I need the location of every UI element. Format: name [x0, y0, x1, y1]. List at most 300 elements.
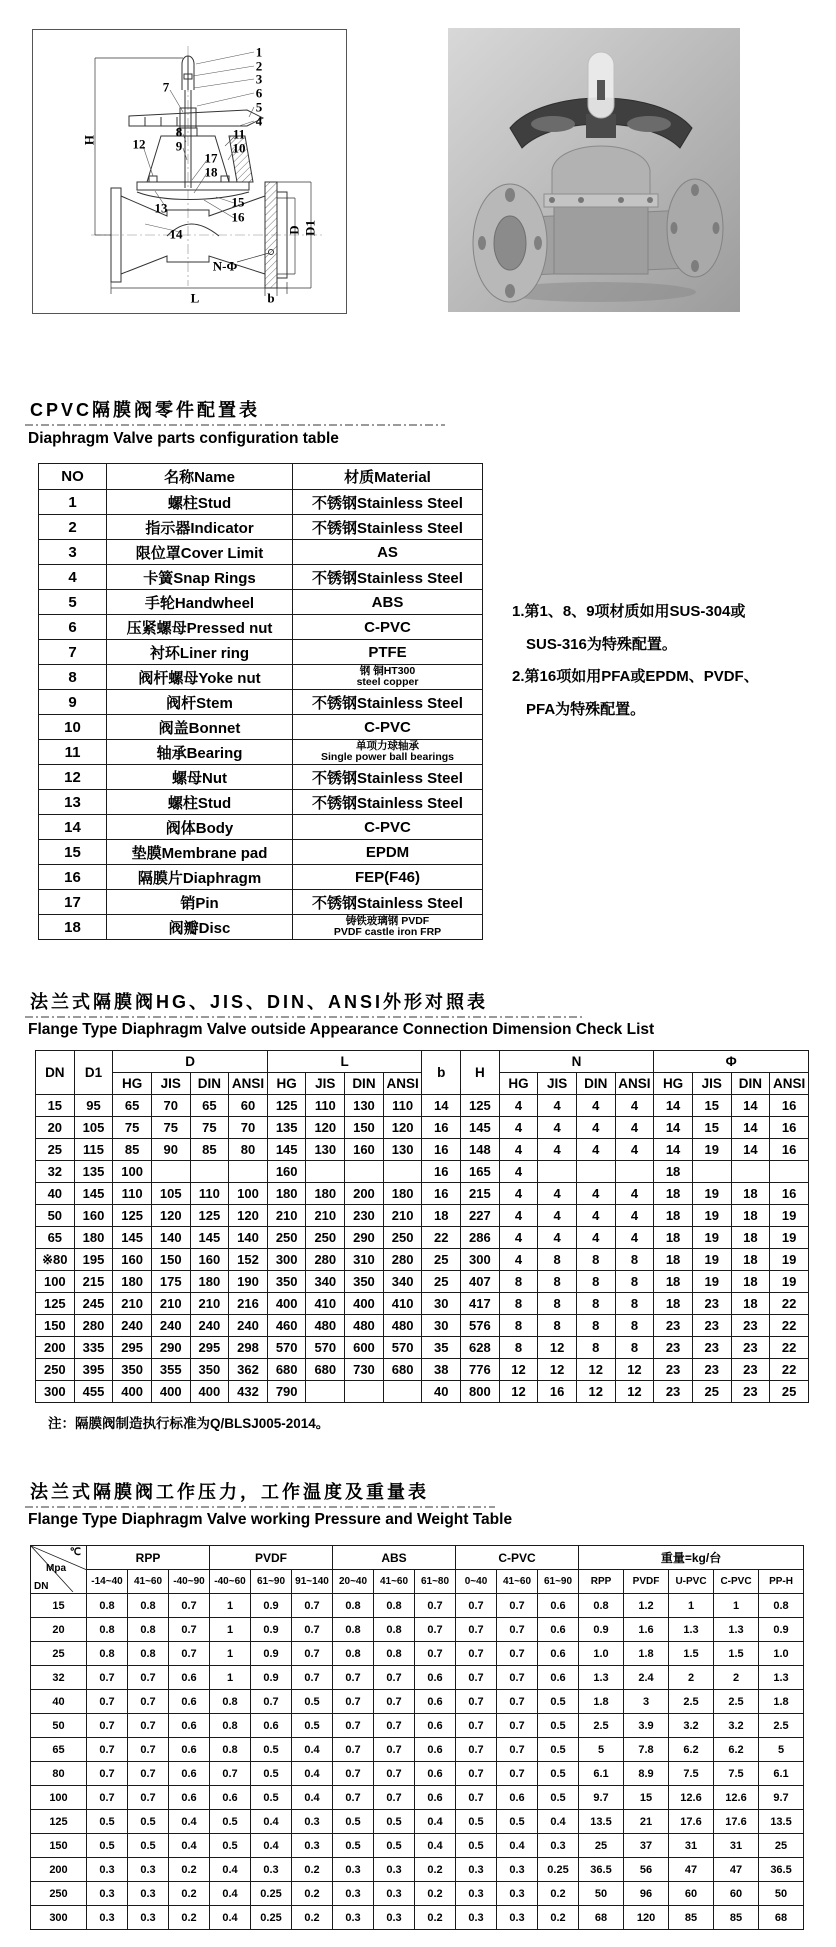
dim-cell: 90	[151, 1139, 190, 1161]
press-cell: 0.4	[292, 1738, 333, 1762]
parts-material-line: 单项力球轴承	[356, 740, 419, 752]
dim-cell: 180	[306, 1183, 345, 1205]
dim-cell: 286	[461, 1227, 500, 1249]
dim-cell: 4	[576, 1095, 615, 1117]
dim-cell: 80	[229, 1139, 268, 1161]
drawing-callout-16: 16	[231, 209, 245, 225]
dim-header-H: H	[461, 1051, 500, 1095]
dim-cell	[229, 1161, 268, 1183]
dim-row	[36, 1095, 809, 1117]
press-cell: 0.5	[333, 1810, 374, 1834]
parts-note-line: 2.第16项如用PFA或EPDM、PVDF、	[512, 668, 759, 685]
press-cell: 0.4	[210, 1882, 251, 1906]
press-cell: 1.3	[669, 1618, 714, 1642]
dim-cell: 210	[383, 1205, 422, 1227]
press-cell: 0.8	[210, 1714, 251, 1738]
press-cell: 68	[759, 1906, 804, 1930]
dim-cell: 4	[538, 1227, 577, 1249]
dim-cell: 19	[692, 1205, 731, 1227]
press-cell: 0.8	[374, 1642, 415, 1666]
section1-title-en: Diaphragm Valve parts configuration table	[28, 430, 339, 447]
dim-cell: 4	[615, 1117, 654, 1139]
press-cell: 2	[669, 1666, 714, 1690]
dim-cell: 110	[190, 1183, 229, 1205]
parts-row	[39, 840, 483, 865]
parts-cell	[293, 740, 483, 765]
parts-note-line: PFA为特殊配置。	[526, 700, 646, 718]
dim-cell: 350	[345, 1271, 384, 1293]
dim-cell: 23	[654, 1337, 693, 1359]
dim-cell: 130	[345, 1095, 384, 1117]
press-cell: 0.7	[128, 1762, 169, 1786]
press-cell: 0.7	[456, 1714, 497, 1738]
parts-row	[39, 915, 483, 940]
dim-cell: 4	[576, 1183, 615, 1205]
drawing-callout-17: 17	[204, 150, 218, 166]
press-cell: 1	[210, 1594, 251, 1618]
dim-cell: 8	[576, 1337, 615, 1359]
parts-row	[39, 865, 483, 890]
press-cell: 100	[31, 1786, 87, 1810]
press-subheader: -40~90	[169, 1570, 210, 1594]
press-cell: 56	[624, 1858, 669, 1882]
dim-cell: 14	[654, 1095, 693, 1117]
drawing-callout-6: 6	[255, 85, 263, 101]
press-cell: 0.2	[292, 1858, 333, 1882]
dim-cell: 18	[731, 1227, 770, 1249]
dim-cell: 395	[74, 1359, 113, 1381]
dim-cell: 12	[538, 1337, 577, 1359]
parts-row	[39, 640, 483, 665]
press-cell: 25	[31, 1642, 87, 1666]
dim-cell: 8	[615, 1271, 654, 1293]
parts-cell: PTFE	[293, 640, 483, 665]
dim-row	[36, 1381, 809, 1403]
press-cell: 0.3	[292, 1834, 333, 1858]
dim-cell	[306, 1381, 345, 1403]
press-subheader: PP-H	[759, 1570, 804, 1594]
press-cell: 0.5	[374, 1810, 415, 1834]
press-cell: 0.6	[210, 1786, 251, 1810]
press-cell: 1.2	[624, 1594, 669, 1618]
dim-cell: 25	[770, 1381, 809, 1403]
press-cell: 0.5	[87, 1834, 128, 1858]
press-cell: 0.5	[251, 1786, 292, 1810]
dim-cell: 14	[731, 1139, 770, 1161]
press-cell: 0.8	[87, 1618, 128, 1642]
press-cell: 0.7	[374, 1666, 415, 1690]
press-cell: 0.2	[292, 1882, 333, 1906]
press-subheader: 20~40	[333, 1570, 374, 1594]
dim-cell: 16	[770, 1117, 809, 1139]
press-cell: 1.5	[714, 1642, 759, 1666]
press-cell: 9.7	[759, 1786, 804, 1810]
dim-cell: 15	[692, 1117, 731, 1139]
press-cell: 60	[714, 1882, 759, 1906]
parts-row	[39, 740, 483, 765]
dim-cell: 215	[74, 1271, 113, 1293]
dim-cell: 23	[731, 1315, 770, 1337]
dim-cell: 22	[770, 1337, 809, 1359]
dim-cell: 8	[499, 1315, 538, 1337]
dim-cell: 14	[654, 1117, 693, 1139]
press-cell: 7.5	[714, 1762, 759, 1786]
dim-cell: 165	[461, 1161, 500, 1183]
press-cell: 0.6	[415, 1714, 456, 1738]
press-cell: 125	[31, 1810, 87, 1834]
press-cell: 0.3	[251, 1858, 292, 1882]
parts-cell: EPDM	[293, 840, 483, 865]
dim-cell: 25	[422, 1271, 461, 1293]
parts-cell: 不锈钢Stainless Steel	[293, 790, 483, 815]
press-cell: 21	[624, 1810, 669, 1834]
parts-cell: 指示器Indicator	[107, 515, 293, 540]
dim-cell	[770, 1161, 809, 1183]
dim-cell	[190, 1161, 229, 1183]
parts-row	[39, 590, 483, 615]
dim-header-D1: D1	[74, 1051, 113, 1095]
press-cell: 1.8	[579, 1690, 624, 1714]
press-cell: 0.6	[538, 1594, 579, 1618]
press-cell: 0.7	[497, 1690, 538, 1714]
dim-cell: 18	[654, 1249, 693, 1271]
dim-row	[36, 1205, 809, 1227]
parts-cell: 18	[39, 915, 107, 940]
press-subheader: 41~60	[497, 1570, 538, 1594]
press-cell: 1	[669, 1594, 714, 1618]
press-cell: 120	[624, 1906, 669, 1930]
drawing-callout-H: H	[81, 134, 97, 146]
parts-cell: 轴承Bearing	[107, 740, 293, 765]
dim-cell: 290	[151, 1337, 190, 1359]
dim-cell: 152	[229, 1249, 268, 1271]
parts-cell: 螺柱Stud	[107, 490, 293, 515]
parts-row	[39, 815, 483, 840]
dim-cell: 148	[461, 1139, 500, 1161]
dim-cell: 75	[113, 1117, 152, 1139]
press-cell: 0.6	[251, 1714, 292, 1738]
dim-cell: 240	[229, 1315, 268, 1337]
press-row	[31, 1858, 804, 1882]
parts-cell: 阀瓣Disc	[107, 915, 293, 940]
press-group-C-PVC: C-PVC	[456, 1546, 579, 1570]
press-cell: 1.8	[759, 1690, 804, 1714]
dim-cell: 145	[461, 1117, 500, 1139]
parts-cell: AS	[293, 540, 483, 565]
press-cell: 0.5	[128, 1810, 169, 1834]
press-cell: 17.6	[714, 1810, 759, 1834]
dim-cell: 8	[499, 1293, 538, 1315]
dim-cell: 800	[461, 1381, 500, 1403]
press-cell: 0.8	[333, 1642, 374, 1666]
dim-cell: 110	[383, 1095, 422, 1117]
press-row	[31, 1594, 804, 1618]
dim-cell: 19	[692, 1271, 731, 1293]
parts-cell: C-PVC	[293, 715, 483, 740]
press-row	[31, 1882, 804, 1906]
press-cell: 0.6	[415, 1690, 456, 1714]
parts-header-material: 材质Material	[293, 464, 483, 490]
dim-row	[36, 1337, 809, 1359]
press-cell: 0.7	[374, 1786, 415, 1810]
dim-cell: 730	[345, 1359, 384, 1381]
dim-subheader-JIS: JIS	[306, 1073, 345, 1095]
press-cell: 50	[759, 1882, 804, 1906]
press-row	[31, 1834, 804, 1858]
dim-header-group-row	[36, 1051, 809, 1073]
press-cell: 1.3	[759, 1666, 804, 1690]
parts-row	[39, 890, 483, 915]
press-cell: 0.7	[415, 1618, 456, 1642]
dim-cell: 145	[74, 1183, 113, 1205]
press-cell: 7.5	[669, 1762, 714, 1786]
dim-cell: 18	[654, 1293, 693, 1315]
press-cell: 0.5	[497, 1810, 538, 1834]
press-cell: 0.5	[210, 1834, 251, 1858]
parts-cell: 不锈钢Stainless Steel	[293, 765, 483, 790]
press-cell: 0.5	[538, 1786, 579, 1810]
dim-cell: 245	[74, 1293, 113, 1315]
dim-cell: 216	[229, 1293, 268, 1315]
press-subheader: C-PVC	[714, 1570, 759, 1594]
dim-cell: 16	[422, 1139, 461, 1161]
dim-cell: 145	[113, 1227, 152, 1249]
parts-cell: 2	[39, 515, 107, 540]
dim-subheader-JIS: JIS	[692, 1073, 731, 1095]
dim-cell: 4	[499, 1205, 538, 1227]
press-cell: 25	[759, 1834, 804, 1858]
dim-cell	[576, 1161, 615, 1183]
dim-cell: 240	[113, 1315, 152, 1337]
parts-cell: 6	[39, 615, 107, 640]
dim-cell: 60	[229, 1095, 268, 1117]
dim-header-b: b	[422, 1051, 461, 1095]
press-cell: 3.2	[669, 1714, 714, 1738]
drawing-callout-15: 15	[231, 194, 245, 210]
press-row	[31, 1714, 804, 1738]
press-cell: 0.7	[497, 1618, 538, 1642]
dim-cell: 8	[538, 1271, 577, 1293]
dim-cell: 340	[306, 1271, 345, 1293]
press-cell: 0.7	[128, 1738, 169, 1762]
press-corner-dn: DN	[34, 1581, 49, 1592]
dim-cell: 4	[499, 1161, 538, 1183]
parts-cell: 9	[39, 690, 107, 715]
press-cell: 0.7	[87, 1714, 128, 1738]
press-cell: 0.7	[87, 1666, 128, 1690]
dim-subheader-DIN: DIN	[190, 1073, 229, 1095]
dim-cell: 105	[151, 1183, 190, 1205]
dim-cell: 16	[770, 1183, 809, 1205]
parts-cell	[293, 915, 483, 940]
dim-cell: 4	[615, 1205, 654, 1227]
dim-cell	[345, 1381, 384, 1403]
press-row	[31, 1666, 804, 1690]
dim-cell: 362	[229, 1359, 268, 1381]
parts-cell: 17	[39, 890, 107, 915]
press-cell: 65	[31, 1738, 87, 1762]
parts-cell: 限位罩Cover Limit	[107, 540, 293, 565]
dim-cell: 22	[770, 1315, 809, 1337]
dim-cell: 19	[770, 1227, 809, 1249]
press-cell: 0.2	[415, 1858, 456, 1882]
press-cell: 0.3	[374, 1906, 415, 1930]
dim-cell: 105	[74, 1117, 113, 1139]
press-cell: 0.4	[210, 1858, 251, 1882]
dim-cell: 400	[267, 1293, 306, 1315]
press-corner-celsius: ℃	[69, 1547, 81, 1558]
press-row	[31, 1762, 804, 1786]
dim-cell: 23	[654, 1359, 693, 1381]
press-cell: 0.7	[333, 1786, 374, 1810]
press-cell: 96	[624, 1882, 669, 1906]
press-cell: 0.7	[456, 1762, 497, 1786]
press-cell: 0.6	[169, 1786, 210, 1810]
press-cell: 9.7	[579, 1786, 624, 1810]
dim-cell: 20	[36, 1117, 75, 1139]
press-cell: 17.6	[669, 1810, 714, 1834]
press-cell: 0.5	[374, 1834, 415, 1858]
dim-header-Φ: Φ	[654, 1051, 809, 1073]
press-cell: 0.3	[87, 1906, 128, 1930]
dim-subheader-ANSI: ANSI	[383, 1073, 422, 1095]
press-cell: 47	[669, 1858, 714, 1882]
dim-cell: 50	[36, 1205, 75, 1227]
press-cell: 0.3	[456, 1906, 497, 1930]
dim-cell: 310	[345, 1249, 384, 1271]
dim-cell: 22	[770, 1293, 809, 1315]
press-corner-mpa: Mpa	[46, 1563, 66, 1574]
press-cell: 0.3	[497, 1882, 538, 1906]
dim-cell: 300	[36, 1381, 75, 1403]
dim-subheader-HG: HG	[499, 1073, 538, 1095]
dim-cell: 4	[615, 1139, 654, 1161]
press-cell: 0.7	[374, 1738, 415, 1762]
dim-cell: 100	[113, 1161, 152, 1183]
press-cell: 0.7	[497, 1666, 538, 1690]
press-cell: 0.2	[415, 1906, 456, 1930]
dim-cell: 570	[306, 1337, 345, 1359]
press-cell: 0.8	[333, 1594, 374, 1618]
press-cell: 0.5	[538, 1738, 579, 1762]
press-subheader: 41~60	[128, 1570, 169, 1594]
press-cell: 0.7	[497, 1594, 538, 1618]
dim-row	[36, 1359, 809, 1381]
dim-cell: 23	[654, 1381, 693, 1403]
parts-cell: C-PVC	[293, 815, 483, 840]
press-cell: 0.4	[251, 1810, 292, 1834]
press-cell: 250	[31, 1882, 87, 1906]
press-cell: 6.2	[669, 1738, 714, 1762]
dim-cell: 250	[383, 1227, 422, 1249]
dim-cell	[306, 1161, 345, 1183]
parts-note-line: SUS-316为特殊配置。	[526, 635, 677, 653]
dim-cell: 16	[422, 1117, 461, 1139]
parts-note-line: 1.第1、8、9项材质如用SUS-304或	[512, 603, 746, 620]
dim-cell: 130	[306, 1139, 345, 1161]
dim-cell: 19	[692, 1227, 731, 1249]
press-cell: 0.9	[251, 1666, 292, 1690]
dim-cell: 4	[538, 1095, 577, 1117]
press-cell: 1	[210, 1642, 251, 1666]
press-cell: 0.3	[292, 1810, 333, 1834]
press-cell: 13.5	[579, 1810, 624, 1834]
press-cell: 0.2	[292, 1906, 333, 1930]
press-cell: 0.5	[251, 1738, 292, 1762]
dim-cell: 70	[151, 1095, 190, 1117]
dim-cell: 180	[113, 1271, 152, 1293]
dim-cell: 12	[576, 1381, 615, 1403]
press-cell: 0.4	[251, 1834, 292, 1858]
dim-cell: 18	[654, 1205, 693, 1227]
dim-subheader-JIS: JIS	[151, 1073, 190, 1095]
parts-cell: 不锈钢Stainless Steel	[293, 890, 483, 915]
press-cell: 36.5	[759, 1858, 804, 1882]
press-cell: 0.2	[169, 1906, 210, 1930]
dim-cell: 18	[654, 1183, 693, 1205]
dim-cell: 407	[461, 1271, 500, 1293]
press-subheader: 0~40	[456, 1570, 497, 1594]
parts-cell	[293, 665, 483, 690]
drawing-callout-L: L	[190, 290, 200, 306]
press-cell: 85	[669, 1906, 714, 1930]
parts-cell: C-PVC	[293, 615, 483, 640]
press-cell: 0.7	[292, 1666, 333, 1690]
dim-cell: 8	[576, 1315, 615, 1337]
press-cell: 0.8	[333, 1618, 374, 1642]
press-row	[31, 1642, 804, 1666]
press-cell: 25	[579, 1834, 624, 1858]
dim-cell: 19	[770, 1249, 809, 1271]
dim-cell: 14	[731, 1095, 770, 1117]
dim-cell: 480	[306, 1315, 345, 1337]
parts-header-name: 名称Name	[107, 464, 293, 490]
press-cell: 12.6	[714, 1786, 759, 1810]
press-cell: 1.6	[624, 1618, 669, 1642]
drawing-callout-18: 18	[204, 164, 218, 180]
parts-header-row	[39, 464, 483, 490]
press-cell: 0.3	[374, 1858, 415, 1882]
dim-subheader-DIN: DIN	[576, 1073, 615, 1095]
dim-cell: 65	[113, 1095, 152, 1117]
dim-cell: 15	[36, 1095, 75, 1117]
dim-cell: 570	[267, 1337, 306, 1359]
dim-cell: 680	[306, 1359, 345, 1381]
dim-cell: 790	[267, 1381, 306, 1403]
dim-cell: 125	[113, 1205, 152, 1227]
drawing-callout-7: 7	[162, 79, 170, 95]
dim-cell: 75	[190, 1117, 229, 1139]
dim-cell	[345, 1161, 384, 1183]
section2-title-cn: 法兰式隔膜阀HG、JIS、DIN、ANSI外形对照表	[30, 992, 489, 1012]
dim-cell: 100	[229, 1183, 268, 1205]
press-cell: 1.0	[759, 1642, 804, 1666]
press-group-ABS: ABS	[333, 1546, 456, 1570]
dim-cell: 18	[422, 1205, 461, 1227]
dim-row	[36, 1227, 809, 1249]
press-cell: 0.3	[128, 1906, 169, 1930]
press-cell: 47	[714, 1858, 759, 1882]
parts-material-line: steel copper	[356, 676, 419, 688]
dim-cell: 210	[113, 1293, 152, 1315]
dim-cell: 23	[692, 1293, 731, 1315]
parts-cell: 4	[39, 565, 107, 590]
dim-cell: 19	[770, 1271, 809, 1293]
dim-cell: 130	[383, 1139, 422, 1161]
press-cell: 20	[31, 1618, 87, 1642]
dim-cell: 25	[36, 1139, 75, 1161]
dim-cell: 280	[306, 1249, 345, 1271]
